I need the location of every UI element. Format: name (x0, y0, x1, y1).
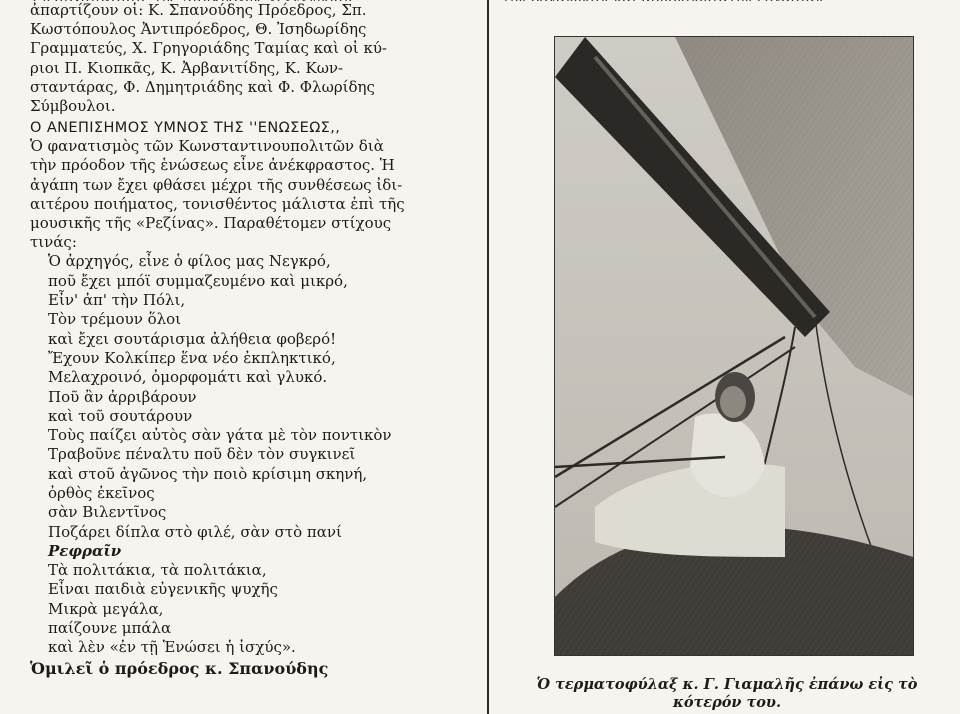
column-divider (487, 0, 489, 714)
body-line: αιτέρου ποιήματος, τονισθέντος μάλιστα ἐπὶ τῆς (30, 194, 405, 213)
anthem-verses (30, 252, 482, 657)
verse-line: καὶ τοῦ σουτάρουν (48, 406, 193, 425)
intro-line: Σύμβουλοι. (30, 97, 116, 116)
verse-line: Μικρὰ μεγάλα, (48, 599, 164, 618)
verse-line: ποῦ ἔχει μπόϊ συμμαζευμένο καὶ μικρό, (48, 271, 348, 290)
verse-line: Τὰ πολιτάκια, τὰ πολιτάκια, (48, 561, 267, 580)
verse-line: Εἶν' ἀπ' τὴν Πόλι, (48, 291, 186, 310)
right-column (492, 0, 960, 714)
intro-line: σταντάρας, Φ. Δημητριάδης καὶ Φ. Φλωρίδης (30, 77, 375, 96)
refrain-label: Ρεφραῖν (48, 541, 122, 560)
article-body (30, 137, 482, 252)
verse-line: Τραβοῦνε πέναλτυ ποῦ δὲν τὸν συγκινεῖ (48, 445, 356, 464)
article-headline: Ο ΑΝΕΠΙΣΗΜΟΣ ΥΜΝΟΣ ΤΗΣ ''ΕΝΩΣΕΩΣ,, (30, 120, 341, 137)
verse-line: καὶ λὲν «ἐν τῇ Ἑνώσει ἡ ἰσχύς». (48, 638, 296, 657)
verse-line: ὀρθὸς ἐκεῖνος (48, 484, 155, 502)
caption-line-2: κότερόν του. (672, 694, 782, 711)
verse-line: Τοὺς παίζει αὐτὸς σὰν γάτα μὲ τὸν ποντικὸν (48, 426, 392, 445)
verse-line: Ὁ ἀρχηγός, εἶνε ὁ φίλος μας Νεγκρό, (48, 252, 331, 271)
body-line: Ὁ φανατισμὸς τῶν Κωνσταντινουπολιτῶν διὰ (30, 137, 384, 156)
intro-line: ριοι Π. Κιοπκᾶς, Κ. Ἀρβανιτίδης, Κ. Κων- (30, 58, 344, 77)
verse-line: Ποῦ ἂν ἀρριβάρουν (48, 387, 197, 406)
verse-line: καὶ στοῦ ἀγῶνος τὴν ποιὸ κρίσιμη σκηνή, (48, 464, 368, 483)
body-line: τινάς: (30, 233, 77, 252)
board-members-paragraph (30, 1, 482, 116)
verse-line: Ποζάρει δίπλα στὸ φιλέ, σὰν στὸ πανί (48, 522, 342, 541)
goalkeeper-photo (554, 36, 914, 656)
verse-line: Τὸν τρέμουν ὅλοι (48, 310, 182, 329)
left-cut-bottom-line: Ὁμιλεῖ ὁ πρόεδρος κ. Σπανούδης (30, 658, 329, 678)
intro-line: Κωστόπουλος Ἀντιπρόεδρος, Θ. Ἰσηδωρίδης (30, 20, 367, 39)
body-line: ἀγάπη των ἔχει φθάσει μέχρι τῆς συνθέσεως ἰδι- (30, 175, 403, 194)
verse-line: παίζουνε μπάλα (48, 619, 172, 638)
verse-line: καὶ ἔχει σουτάρισμα ἀλήθεια φοβερό! (48, 329, 337, 348)
left-column (30, 0, 482, 714)
photo-illustration (555, 37, 913, 655)
verse-line: Εἶναι παιδιὰ εὐγενικῆς ψυχῆς (48, 580, 278, 599)
verse-line: Μελαχροινό, ὀμορφομάτι καὶ γλυκό. (48, 368, 328, 387)
verse-line: σὰν Βιλεντῖνος (48, 503, 167, 522)
intro-line: Γραμματεύς, Χ. Γρηγοριάδης Ταμίας καὶ οἱ κύ- (30, 39, 388, 58)
right-cut-top-line (492, 0, 960, 1)
intro-line: ἀπαρτίζουν οἱ: Κ. Σπανούδης Πρόεδρος, Σπ. (30, 1, 367, 19)
body-line: τὴν πρόοδον τῆς ἑνώσεως εἶνε ἀνέκφραστος. Ἡ (30, 156, 395, 175)
body-line: μουσικῆς τῆς «Ρεζίνας». Παραθέτομεν στίχους (30, 214, 392, 233)
caption-line-1: Ὁ τερματοφύλαξ κ. Γ. Γιαμαλῆς ἐπάνω εἰς τὸ (536, 676, 918, 693)
photo-caption (498, 676, 956, 712)
verse-line: Ἔχουν Κολκίπερ ἕνα νέο ἐκπληκτικό, (48, 348, 336, 367)
